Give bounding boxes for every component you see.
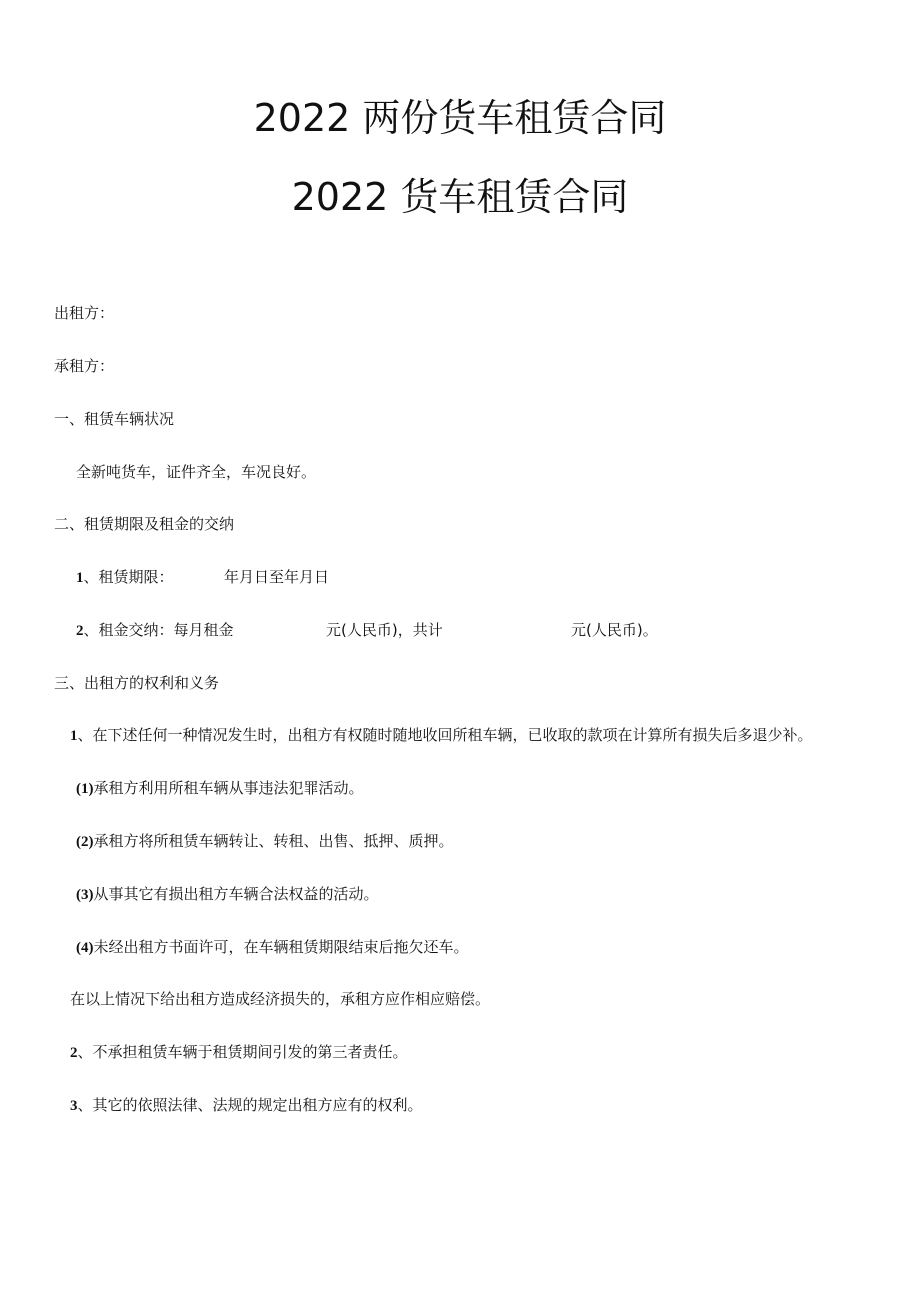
item-number: 1 <box>76 570 84 586</box>
section3-heading: 三、出租方的权利和义务 <box>54 674 220 692</box>
section3-sub3 <box>76 884 379 905</box>
section3-sub4 <box>76 937 469 958</box>
section2-item2 <box>76 620 234 641</box>
section2-item1 <box>76 567 174 588</box>
sub-number: (4) <box>76 940 94 956</box>
sub-text: 未经出租方书面许可，在车辆租赁期限结束后拖欠还车。 <box>93 938 469 956</box>
document-title: 2022 两份货车租赁合同 <box>253 96 667 140</box>
sub-text: 承租方利用所租车辆从事违法犯罪活动。 <box>93 779 364 797</box>
item-text: 、在下述任何一种情况发生时，出租方有权随时随地收回所租车辆，已收取的款项在计算所有损失后多退少补。 <box>77 726 813 744</box>
rent-payment-label: 、租金交纳：每月租金 <box>83 621 234 639</box>
section1-heading: 一、租赁车辆状况 <box>54 410 175 428</box>
item-text: 、不承担租赁车辆于租赁期间引发的第三者责任。 <box>77 1043 408 1061</box>
sub-text: 承租方将所租赁车辆转让、转租、出售、抵押、质押。 <box>93 832 454 850</box>
item-number: 2 <box>76 623 84 639</box>
section1-body: 全新吨货车，证件齐全，车况良好。 <box>76 463 317 481</box>
item-number: 2 <box>70 1045 78 1061</box>
section3-item3 <box>70 1095 423 1116</box>
section3-sub1 <box>76 778 364 799</box>
compensation-clause: 在以上情况下给出租方造成经济损失的，承租方应作相应赔偿。 <box>70 990 491 1008</box>
item-number: 1 <box>70 728 78 744</box>
rent-unit-total: 元(人民币)。 <box>571 621 658 639</box>
sub-text: 从事其它有损出租方车辆合法权益的活动。 <box>93 885 379 903</box>
item-number: 3 <box>70 1098 78 1114</box>
sub-number: (3) <box>76 887 94 903</box>
sub-number: (2) <box>76 834 94 850</box>
lease-term-value: 年月日至年月日 <box>224 568 330 586</box>
rent-unit-monthly: 元(人民币)，共计 <box>326 621 443 639</box>
document-subtitle: 2022 货车租赁合同 <box>291 175 629 219</box>
item-text: 、其它的依照法律、法规的规定出租方应有的权利。 <box>77 1096 423 1114</box>
section3-sub2 <box>76 831 454 852</box>
section3-item1 <box>70 725 813 746</box>
lessor-label: 出租方： <box>54 304 115 322</box>
sub-number: (1) <box>76 781 94 797</box>
section2-heading: 二、租赁期限及租金的交纳 <box>54 515 235 533</box>
lessee-label: 承租方： <box>54 357 115 375</box>
section3-item2 <box>70 1042 408 1063</box>
lease-term-label: 、租赁期限： <box>83 568 174 586</box>
